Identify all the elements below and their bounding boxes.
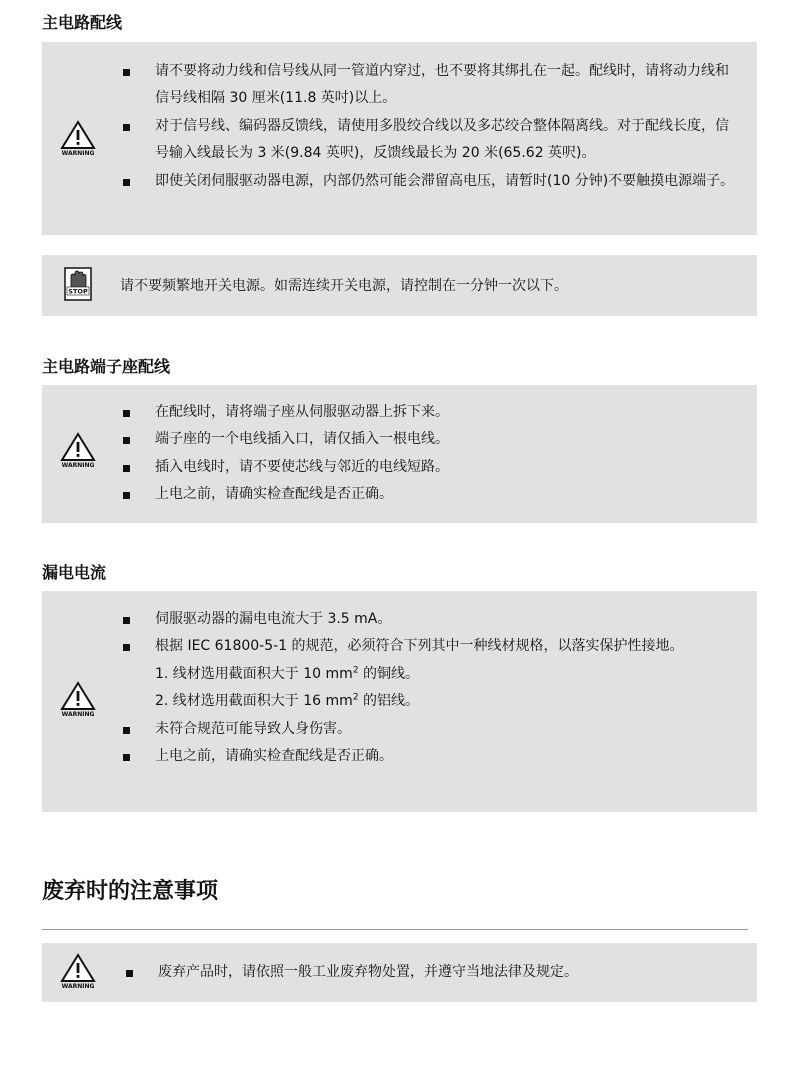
list-item: 伺服驱动器的漏电电流大于 3.5 mA。 (122, 606, 739, 633)
stop-hand-icon (58, 267, 98, 301)
list-item: 请不要将动力线和信号线从同一管道内穿过，也不要将其绑扎在一起。配线时，请将动力线和信号线相隔 30 厘米(11.8 英吋)以上。 (122, 58, 739, 113)
numbered-item-text: 的铜线。 (358, 665, 419, 682)
warning-caption: WARNING (61, 983, 95, 990)
warning-box-disposal (42, 943, 757, 1002)
list-item: 在配线时，请将端子座从伺服驱动器上拆下来。 (122, 399, 739, 426)
warning-box-main-circuit (42, 42, 757, 235)
list-item: 上电之前，请确实检查配线是否正确。 (122, 743, 739, 770)
section-title-terminal-wiring: 主电路端子座配线 (42, 357, 171, 376)
stop-caption: STOP (68, 287, 88, 296)
warning-icon (58, 953, 98, 990)
warning-caption: WARNING (61, 150, 95, 157)
list-item: 即使关闭伺服驱动器电源，内部仍然可能会滞留高电压，请暂时(10 分钟)不要触摸电源端子。 (122, 168, 739, 195)
list-item: 上电之前，请确实检查配线是否正确。 (122, 481, 739, 508)
numbered-item-text: 1. 线材选用截面积大于 10 mm (155, 665, 353, 682)
section-title-main-circuit-wiring: 主电路配线 (42, 13, 123, 32)
list-item: 根据 IEC 61800-5-1 的规范，必须符合下列其中一种线材规格，以落实保护性接地。 (122, 633, 739, 660)
divider (42, 929, 748, 930)
warning-icon (58, 681, 98, 718)
section-title-leakage-current: 漏电电流 (42, 563, 107, 582)
warning-caption: WARNING (61, 462, 95, 469)
numbered-item-text: 2. 线材选用截面积大于 16 mm (155, 693, 353, 710)
list-item: 废弃产品时，请依照一般工业废弃物处置，并遵守当地法律及规定。 (125, 959, 739, 986)
warning-icon (58, 432, 98, 469)
warning-list (122, 399, 739, 509)
list-item: 对于信号线、编码器反馈线，请使用多股绞合线以及多芯绞合整体隔离线。对于配线长度，信号输入线最长为 3 米(9.84 英呎)，反馈线最长为 20 米(65.62 英呎)。 (122, 113, 739, 168)
list-item: 插入电线时，请不要使芯线与邻近的电线短路。 (122, 454, 739, 481)
warning-list (122, 606, 739, 770)
numbered-item-text: 的铝线。 (358, 693, 419, 710)
superscript: 2 (352, 665, 359, 676)
warning-icon (58, 120, 98, 157)
superscript: 2 (352, 692, 359, 703)
stop-box (42, 255, 757, 316)
stop-note-text: 请不要频繁地开关电源。如需连续开关电源，请控制在一分钟一次以下。 (120, 278, 568, 294)
numbered-item (122, 661, 739, 688)
list-item: 端子座的一个电线插入口，请仅插入一根电线。 (122, 426, 739, 453)
warning-box-leakage (42, 591, 757, 812)
numbered-item (122, 688, 739, 715)
page-section-title-disposal: 废弃时的注意事项 (42, 879, 219, 904)
list-item: 未符合规范可能导致人身伤害。 (122, 716, 739, 743)
warning-list (125, 959, 739, 986)
warning-box-terminal (42, 385, 757, 523)
warning-caption: WARNING (61, 711, 95, 718)
warning-list (122, 58, 739, 195)
